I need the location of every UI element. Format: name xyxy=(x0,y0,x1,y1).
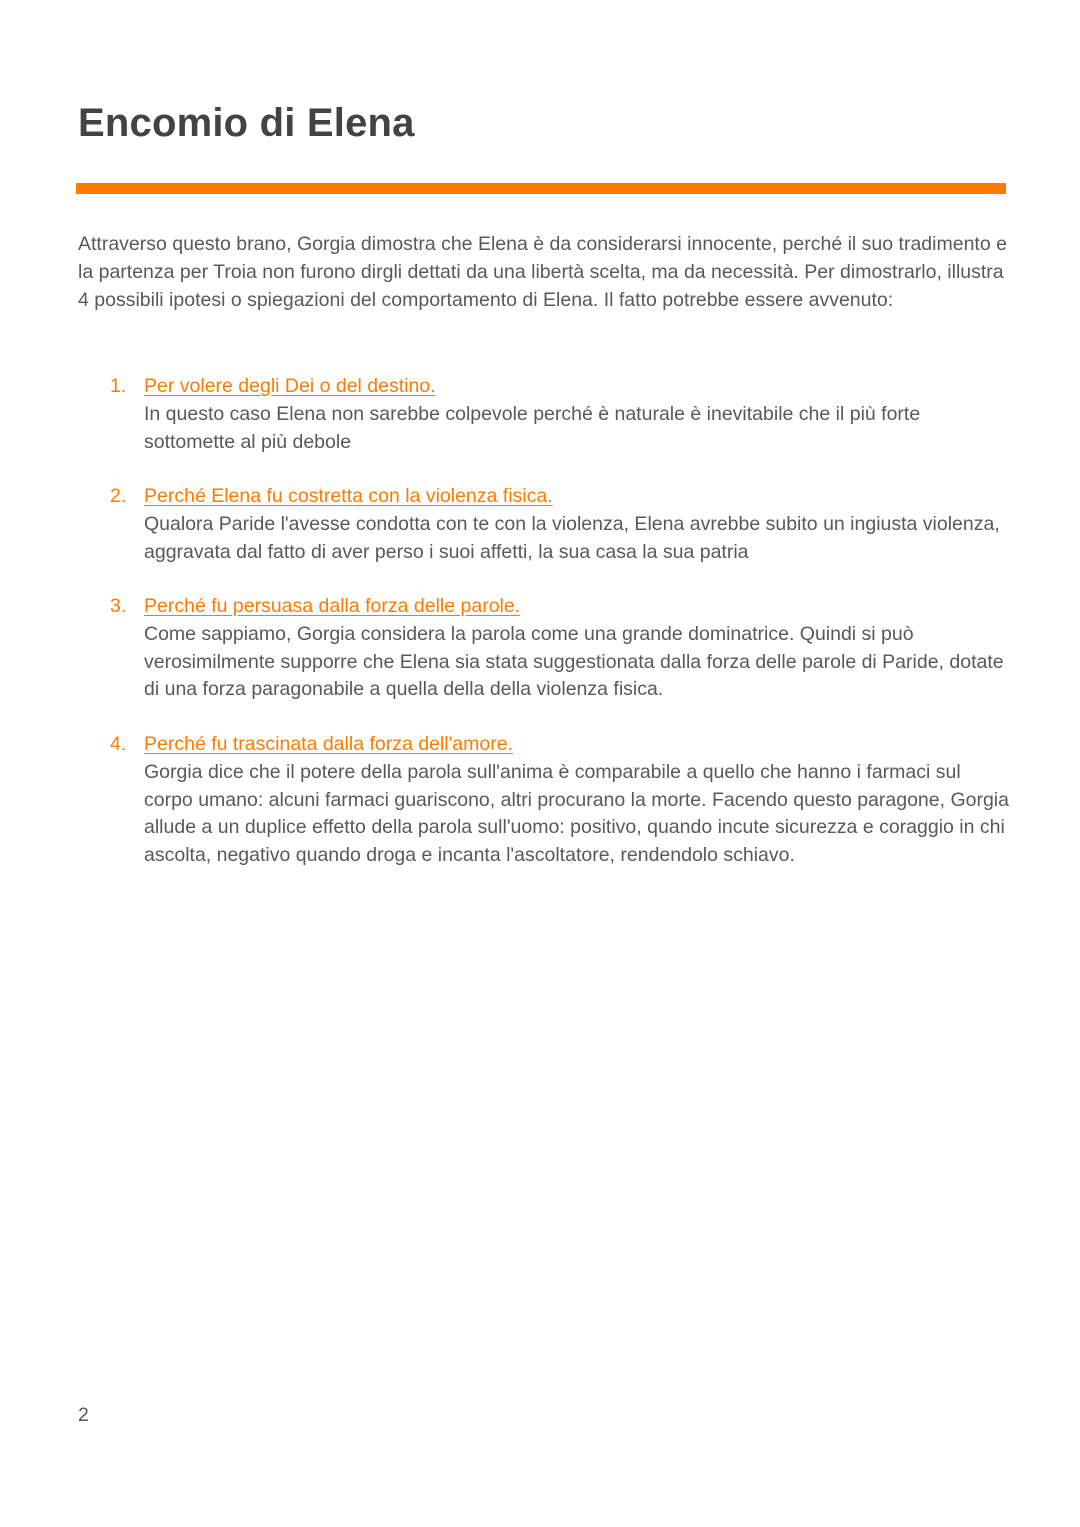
list-item-body: Come sappiamo, Gorgia considera la parola come una grande dominatrice. Quindi si può verosimilmente supporre che Elena sia stata suggestionata dalla forza delle parole di Paride, dotate di una forza paragonabile a quella della della violenza fisica. xyxy=(144,622,1004,701)
page-title: Encomio di Elena xyxy=(78,101,415,145)
list-item-number: 4. xyxy=(110,733,127,755)
page-number: 2 xyxy=(78,1404,89,1426)
list-item-heading[interactable]: Perché fu trascinata dalla forza dell'amore. xyxy=(144,733,513,755)
list-item-heading[interactable]: Perché Elena fu costretta con la violenza fisica. xyxy=(144,485,553,507)
intro-paragraph: Attraverso questo brano, Gorgia dimostra che Elena è da considerarsi innocente, perché il suo tradimento e la partenza per Troia non furono dirgli dettati da una libertà scelta, ma da necessità. Per dimostrarlo, illustra 4 possibili ipotesi o spiegazioni del comportamento di Elena. Il fatto potrebbe essere avvenuto: xyxy=(78,233,1007,311)
list-item-body: In questo caso Elena non sarebbe colpevole perché è naturale è inevitabile che il più forte sottomette al più debole xyxy=(144,402,921,453)
list-item-body: Qualora Paride l'avesse condotta con te con la violenza, Elena avrebbe subito un ingiusta violenza, aggravata dal fatto di aver perso i suoi affetti, la sua casa la sua patria xyxy=(144,512,1000,563)
list-item-number: 2. xyxy=(110,485,127,507)
list-item-heading[interactable]: Per volere degli Dei o del destino. xyxy=(144,375,436,397)
list-item-body: Gorgia dice che il potere della parola sull'anima è comparabile a quello che hanno i farmaci sul corpo umano: alcuni farmaci guariscono, altri procurano la morte. Facendo questo paragone, Gorgia allude a un duplice effetto della parola sull'uomo: positivo, quando incute sicurezza e coraggio in chi ascolta, negativo quando droga e incanta l'ascoltatore, rendendolo schiavo. xyxy=(144,760,1009,867)
title-divider xyxy=(76,183,1006,194)
list-item-heading[interactable]: Perché fu persuasa dalla forza delle parole. xyxy=(144,595,521,617)
list-item-number: 1. xyxy=(110,375,127,397)
list-item-number: 3. xyxy=(110,595,127,617)
